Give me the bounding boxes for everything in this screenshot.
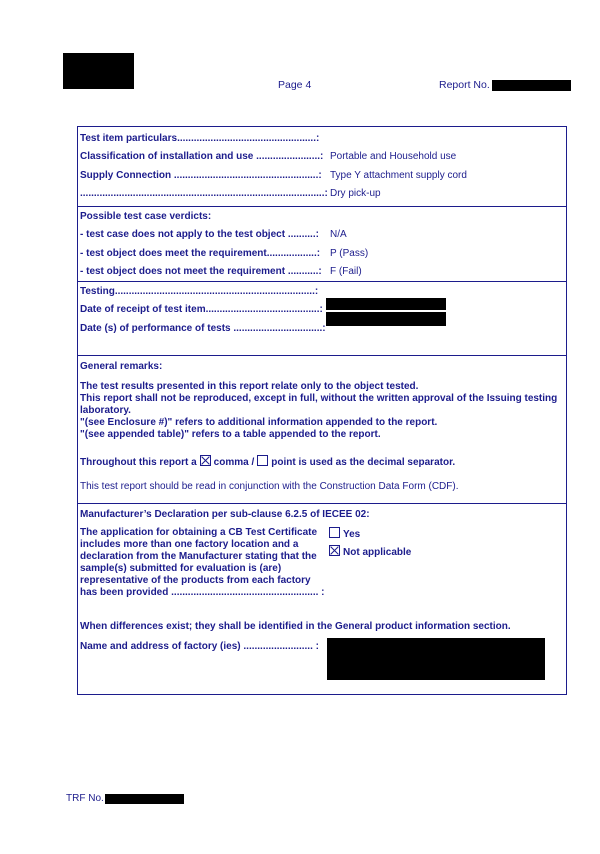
test-report-table bbox=[77, 126, 567, 695]
row-label: Supply Connection ....................................................: bbox=[80, 169, 322, 181]
row-date-performance bbox=[78, 319, 566, 338]
row-date-receipt bbox=[78, 301, 566, 320]
factory-redaction bbox=[327, 638, 545, 680]
date-performance-redaction bbox=[326, 312, 446, 326]
row-testing bbox=[78, 282, 566, 301]
page-number: Page 4 bbox=[278, 79, 312, 91]
manufacturer-declaration-section bbox=[78, 504, 567, 695]
row-label: Date (s) of performance of tests ................................: bbox=[80, 322, 326, 334]
not-applicable-label: Not applicable bbox=[343, 547, 412, 558]
row-label: Date of receipt of test item.........................................: bbox=[80, 304, 323, 316]
remark-3: "(see Enclosure #)" refers to additional information appended to the report. bbox=[80, 417, 438, 428]
declaration-line: representative of the products from each factory bbox=[80, 575, 311, 586]
row-verdict-na bbox=[78, 226, 566, 245]
differences-note: When differences exist; they shall be identified in the General product information section. bbox=[80, 621, 511, 632]
remark-4: "(see appended table)" refers to a table appended to the report. bbox=[80, 429, 381, 440]
row-label: - test case does not apply to the test object ..........: bbox=[80, 229, 319, 241]
declaration-line: declaration from the Manufacturer stating that the bbox=[80, 551, 317, 562]
factory-label: Name and address of factory (ies) ......................... : bbox=[80, 641, 319, 652]
row-label: Testing........................................................................: bbox=[80, 285, 319, 297]
remark-1: The test results presented in this report relate only to the object tested. bbox=[80, 381, 419, 392]
row-label: ........................................................................................: bbox=[80, 188, 328, 200]
option-yes bbox=[326, 527, 360, 540]
trf-label: TRF No. bbox=[66, 793, 104, 804]
row-verdict-pass bbox=[78, 244, 566, 263]
row-value: Type Y attachment supply cord bbox=[330, 169, 467, 181]
row-test-item-particulars bbox=[78, 129, 566, 148]
declaration-line: includes more than one factory location and a bbox=[80, 539, 299, 550]
row-value: Portable and Household use bbox=[330, 151, 457, 163]
row-value: Dry pick-up bbox=[330, 188, 381, 200]
separator-point: point is used as the decimal separator. bbox=[271, 457, 456, 468]
separator-prefix: Throughout this report a bbox=[80, 457, 197, 468]
decimal-separator-line bbox=[78, 453, 566, 471]
general-remarks-section bbox=[78, 356, 567, 504]
report-no-label: Report No. bbox=[439, 79, 490, 91]
declaration-line: The application for obtaining a CB Test Certificate bbox=[80, 527, 318, 538]
general-remarks-title: General remarks: bbox=[80, 361, 163, 372]
row-dry-pickup bbox=[78, 185, 566, 204]
declaration-block bbox=[78, 527, 566, 609]
verdicts-title: Possible test case verdicts: bbox=[80, 210, 212, 222]
row-verdict-fail bbox=[78, 263, 566, 282]
declaration-body bbox=[78, 527, 332, 601]
row-supply-connection bbox=[78, 166, 566, 185]
declaration-line: has been provided ..................................................... : bbox=[80, 587, 325, 598]
not-applicable-checkbox bbox=[329, 545, 340, 556]
logo-redaction bbox=[63, 53, 134, 89]
test-item-section bbox=[78, 127, 567, 207]
option-not-applicable bbox=[326, 545, 411, 558]
row-value: F (Fail) bbox=[330, 266, 362, 278]
testing-section bbox=[78, 282, 567, 356]
declaration-line: sample(s) submitted for evaluation is (are) bbox=[80, 563, 282, 574]
row-label: Test item particulars..................................................: bbox=[80, 132, 320, 144]
row-label: - test object does meet the requirement..................: bbox=[80, 247, 321, 259]
row-classification bbox=[78, 148, 566, 167]
row-label: Classification of installation and use .......................: bbox=[80, 151, 324, 163]
comma-checkbox bbox=[200, 455, 211, 466]
separator-comma: comma / bbox=[213, 457, 255, 468]
row-label: - test object does not meet the requirement ...........: bbox=[80, 266, 322, 278]
date-receipt-redaction bbox=[326, 298, 446, 310]
verdicts-section bbox=[78, 207, 567, 282]
declaration-title: Manufacturer’s Declaration per sub-clause 6.2.5 of IECEE 02: bbox=[80, 509, 370, 520]
cdf-note: This test report should be read in conjunction with the Construction Data Form (CDF). bbox=[80, 481, 459, 492]
row-value: P (Pass) bbox=[330, 247, 369, 259]
verdicts-title-row bbox=[78, 207, 566, 226]
trf-no-redaction bbox=[105, 794, 184, 804]
row-value: N/A bbox=[330, 229, 347, 241]
point-checkbox bbox=[257, 455, 268, 466]
yes-label: Yes bbox=[343, 529, 361, 540]
report-no-redaction bbox=[492, 80, 571, 91]
yes-checkbox bbox=[329, 527, 340, 538]
remark-2: This report shall not be reproduced, except in full, without the written approval of the Issuing testing laboratory. bbox=[80, 393, 558, 416]
